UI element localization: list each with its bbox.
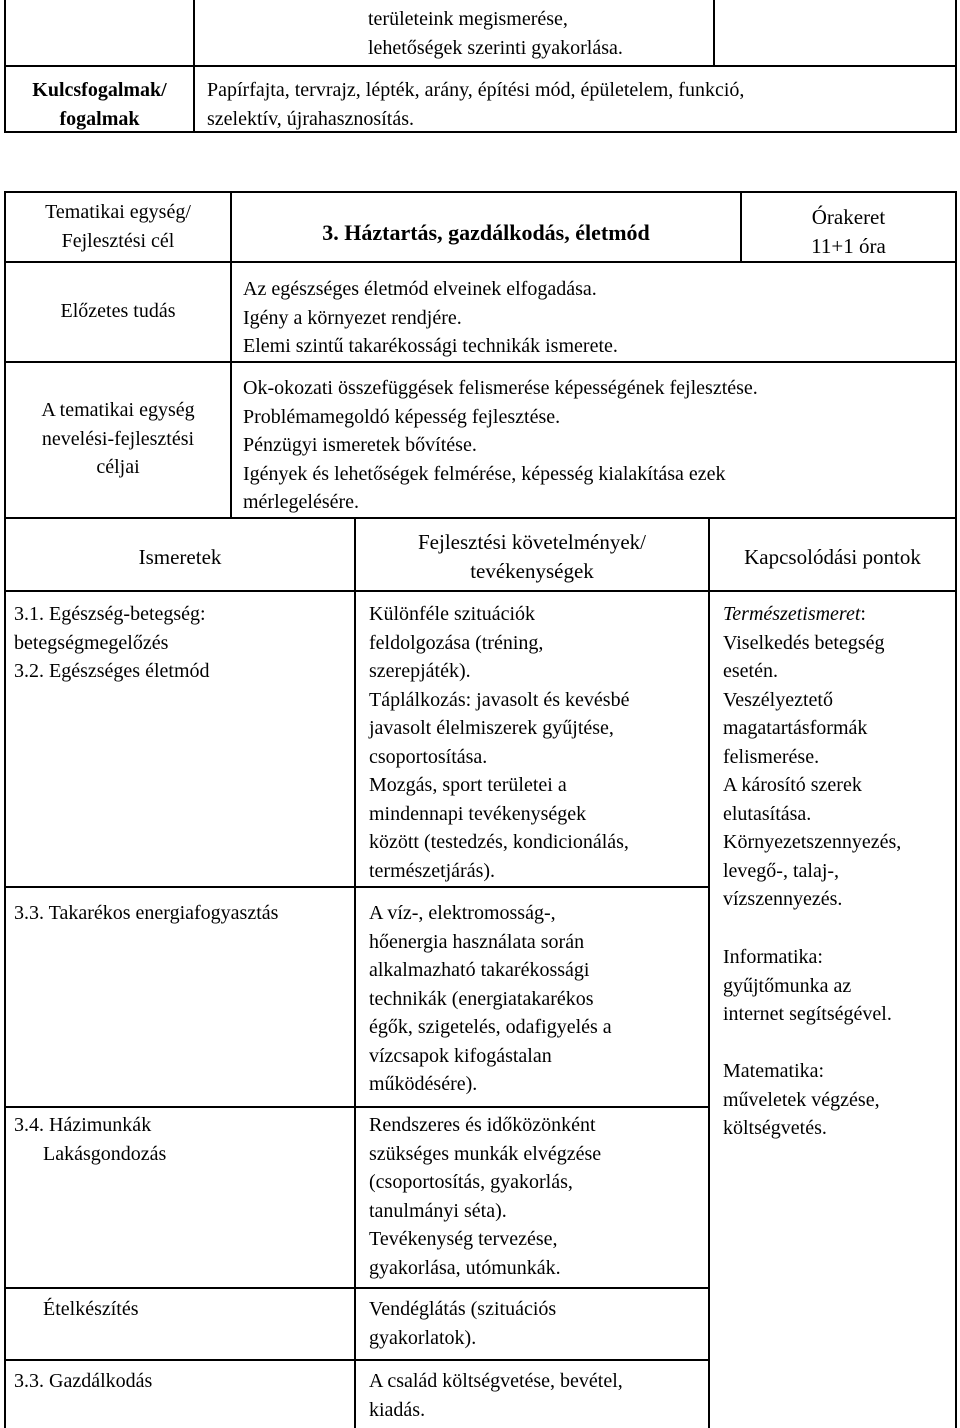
kapcsolodasi-matematika: Matematika: műveletek végzése, költségvetés. bbox=[723, 1057, 880, 1143]
ismeretek-block-5: 3.3. Gazdálkodás bbox=[14, 1370, 153, 1392]
tematikai-egyseg-label: Tematikai egység/ Fejlesztési cél bbox=[45, 201, 191, 252]
kulcsfogalmak-label: Kulcsfogalmak/ fogalmak bbox=[32, 79, 167, 130]
orakeret-value: 11+1 óra bbox=[811, 233, 886, 258]
ismeretek-block-3: 3.4. Házimunkák Lakásgondozás bbox=[14, 1114, 167, 1165]
informatika-title: Informatika: bbox=[723, 946, 823, 968]
fejlesztesi-block-4: Vendéglátás (szituációs gyakorlatok). bbox=[369, 1298, 557, 1349]
kapcsolodasi-informatika: Informatika: gyűjtőmunka az internet segítségével. bbox=[723, 943, 892, 1029]
celjai-label: A tematikai egység nevelési-fejlesztési céljai bbox=[41, 399, 195, 478]
elozetes-tudas-label: Előzetes tudás bbox=[60, 300, 176, 322]
elozetes-tudas-value: Az egészséges életmód elveinek elfogadása. Igény a környezet rendjére. Elemi szintű takarékossági technikák ismerete. bbox=[243, 278, 618, 357]
orakeret bbox=[742, 203, 955, 260]
orakeret-label: Órakeret bbox=[811, 205, 886, 229]
termeszetismeret-title: Természetismeret bbox=[723, 603, 861, 625]
ismeretek-block-2: 3.3. Takarékos energiafogyasztás bbox=[14, 902, 279, 924]
fejlesztesi-block-1: Különféle szituációk feldolgozása (tréning, szerepjáték). Táplálkozás: javasolt és kevésbé javasolt élelmiszerek gyűjtése, csoportosítása. Mozgás, sport területei a mindennapi tevékenységek között (testedzés, kondicionálás, természetjárás). bbox=[369, 603, 630, 882]
fejlesztesi-block-5: A család költségvetése, bevétel, kiadás. bbox=[369, 1370, 623, 1421]
ismeretek-block-4: Ételkészítés bbox=[43, 1298, 139, 1320]
matematika-title: Matematika: bbox=[723, 1060, 825, 1082]
kapcsolodasi-termeszetismeret: Természetismeret: Viselkedés betegség esetén. Veszélyeztető magatartásformák felismerése. A károsító szerek elutasítása. Környezetszennyezés, levegő-, talaj-, vízszennyezés. bbox=[723, 603, 902, 910]
ismeretek-block-1: 3.1. Egészség-betegség: betegségmegelőzés 3.2. Egészséges életmód bbox=[14, 603, 210, 682]
celjai-value: Ok-okozati összefüggések felismerése képességének fejlesztése. Problémamegoldó képesség fejlesztése. Pénzügyi ismeretek bővítése. Igények és lehetőségek felmérése, képesség kialakítása ezek mérlegelésére. bbox=[243, 377, 758, 513]
header-ismeretek: Ismeretek bbox=[138, 545, 222, 569]
kulcsfogalmak-value: Papírfajta, tervrajz, lépték, arány, építési mód, épületelem, funkció, szelektív, újrahasznosítás. bbox=[207, 79, 745, 130]
fejlesztesi-block-2: A víz-, elektromosság-, hőenergia használata során alkalmazható takarékossági technikák (energiatakarékos égők, szigetelés, odafigyelés a vízcsapok kifogástalan működésére). bbox=[369, 902, 612, 1095]
top-row-text: területeink megismerése, lehetőségek szerinti gyakorlása. bbox=[368, 8, 623, 59]
unit-title: 3. Háztartás, gazdálkodás, életmód bbox=[322, 220, 650, 245]
header-kapcsolodasi: Kapcsolódási pontok bbox=[744, 545, 921, 569]
fejlesztesi-block-3: Rendszeres és időközönként szükséges munkák elvégzése (csoportosítás, gyakorlás, tanulmányi séta). Tevékenység tervezése, gyakorlása, utómunkák. bbox=[369, 1114, 602, 1279]
header-fejlesztesi: Fejlesztési követelmények/ tevékenységek bbox=[417, 530, 647, 583]
